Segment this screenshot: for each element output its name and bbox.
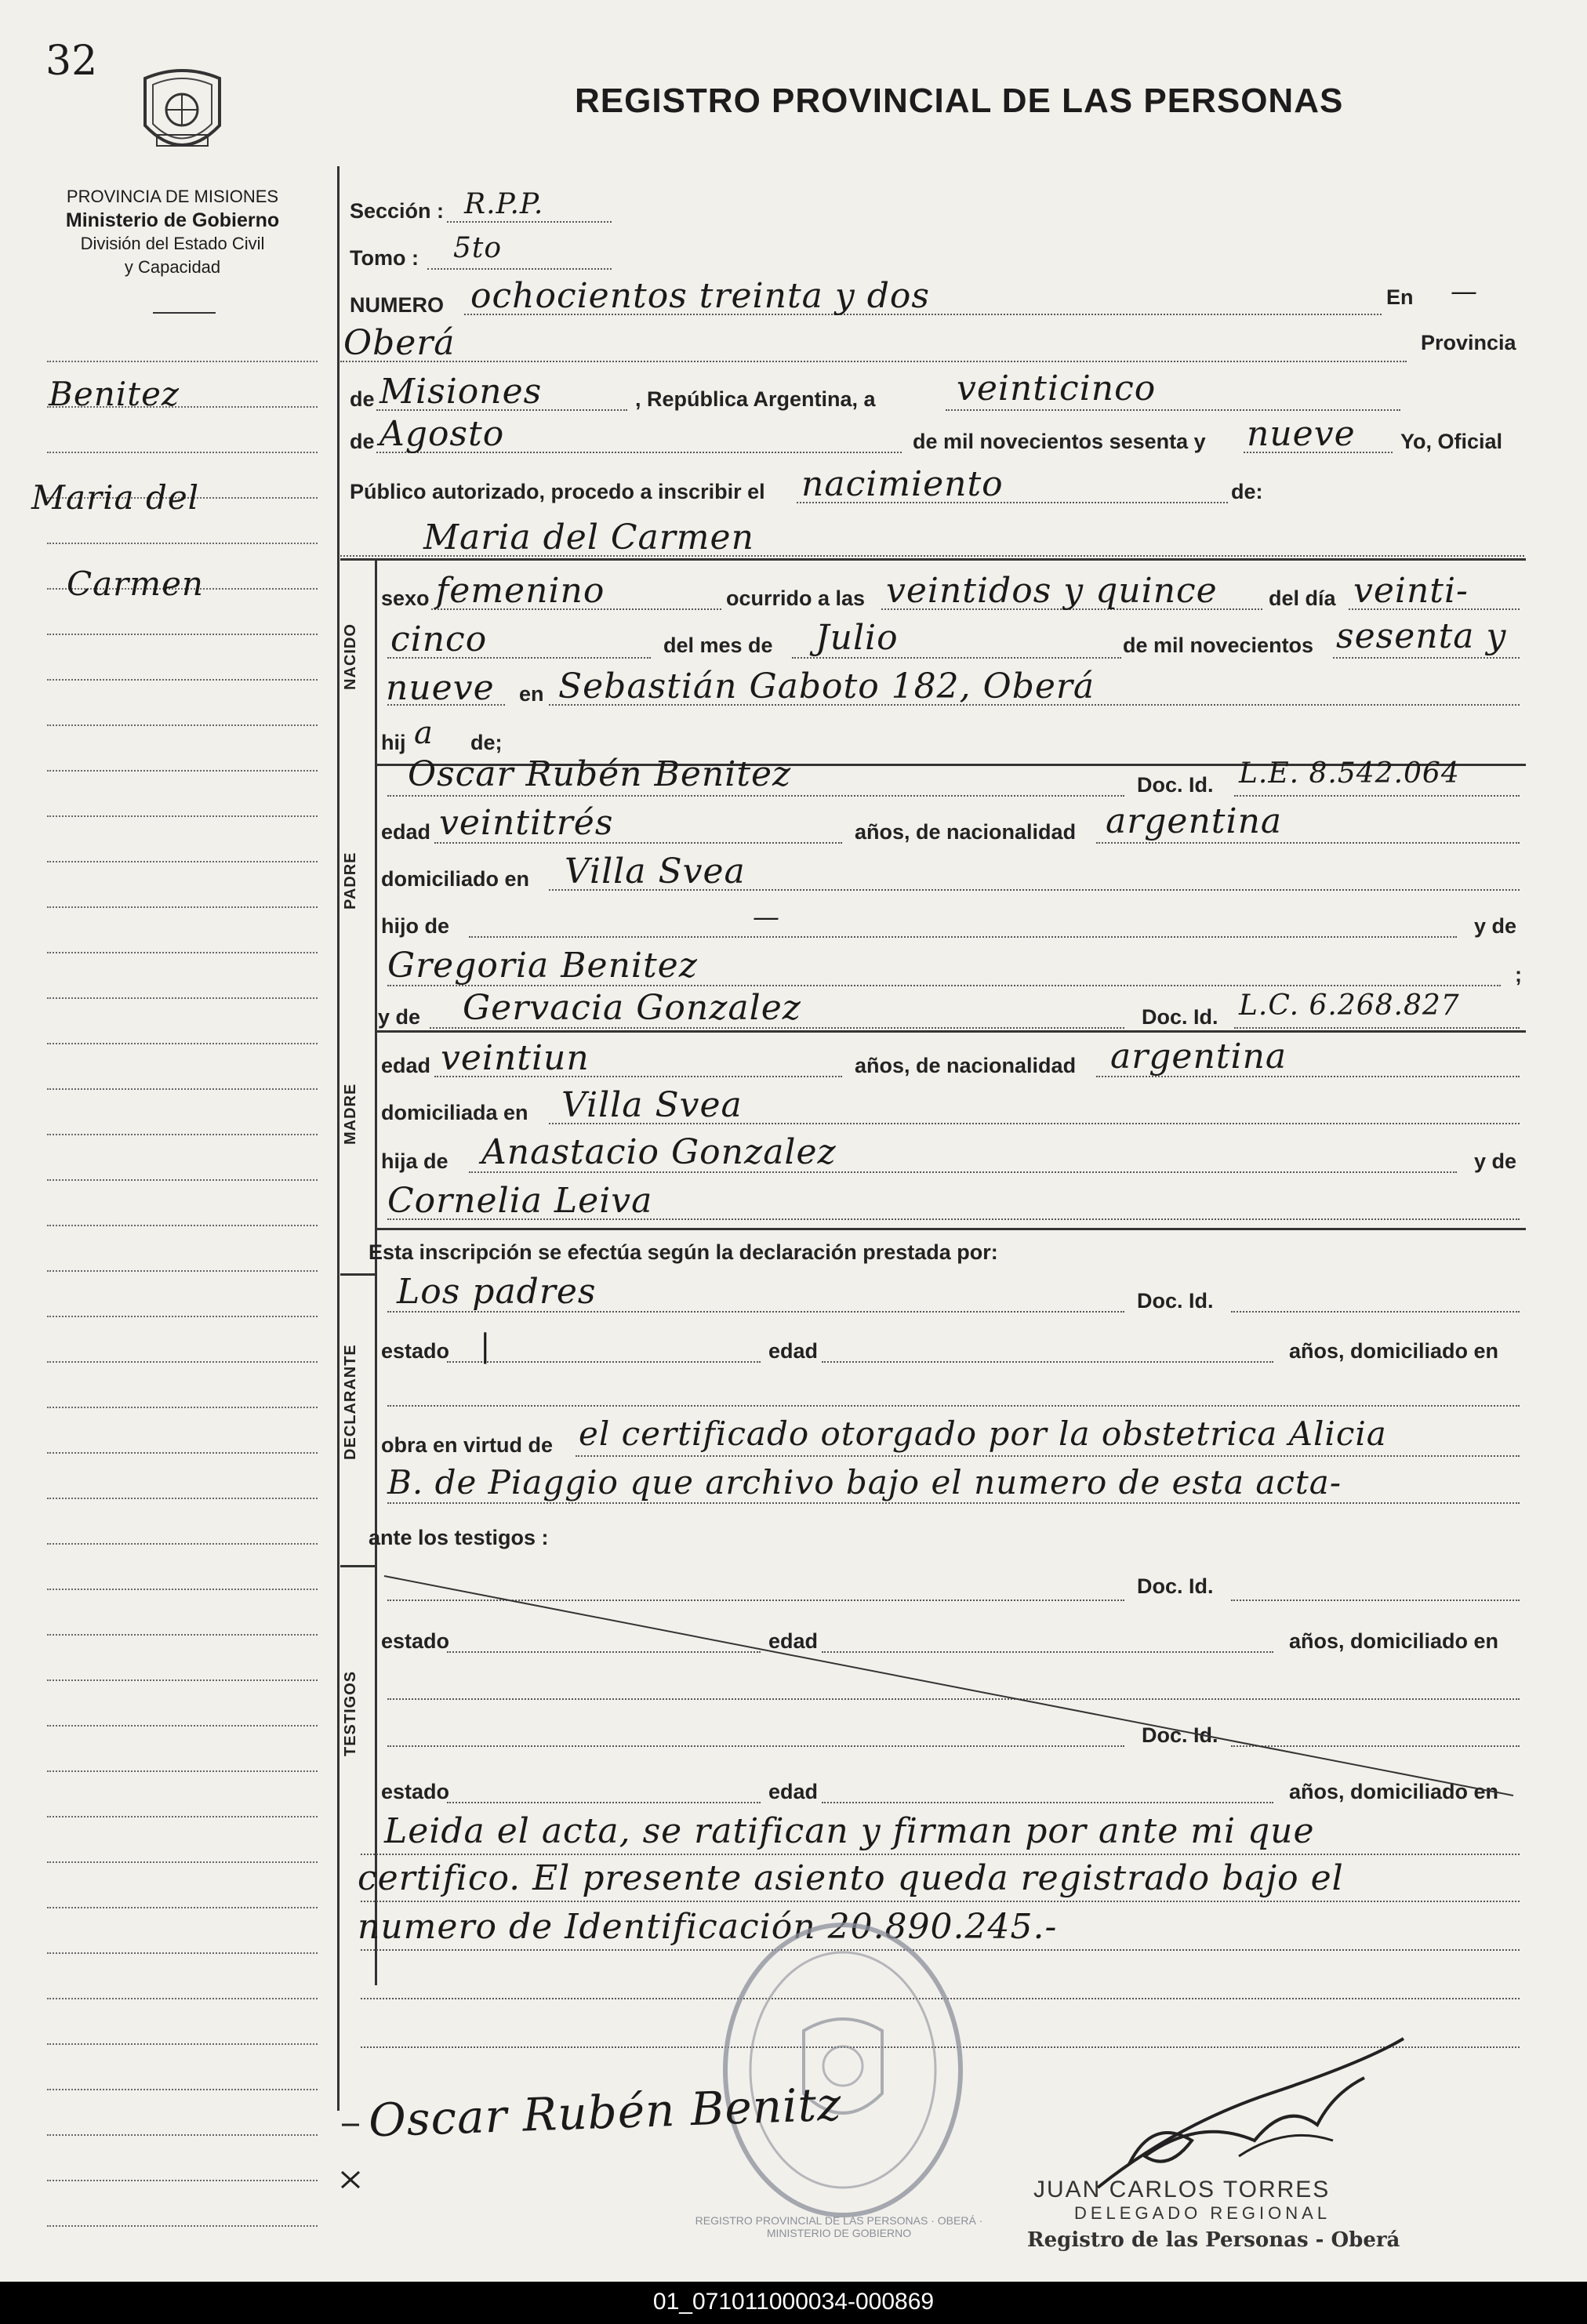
declarante-domicilio-label: años, domiciliado en	[1289, 1339, 1499, 1363]
testigo1-doc-label: Doc. Id.	[1137, 1574, 1214, 1598]
margin-surname: Benitez	[49, 375, 180, 413]
nacido-nombre-value: Maria del Carmen	[423, 517, 754, 557]
margin-ruled-line	[47, 861, 318, 862]
padre-madre-value: Gregoria Benitez	[387, 946, 698, 986]
signature-cross-marks	[336, 2109, 367, 2195]
madre-padre-value: Anastacio Gonzalez	[481, 1132, 837, 1172]
notas-line-2: certifico. El presente asiento queda registrado bajo el	[358, 1858, 1344, 1898]
margin-ruled-line	[47, 1907, 318, 1908]
declarante-value: Los padres	[397, 1272, 597, 1312]
margin-ruled-line	[47, 2043, 318, 2045]
issuer-ministry: Ministerio de Gobierno	[65, 209, 280, 231]
margin-ruled-line	[47, 1134, 318, 1135]
madre-doc-value: L.C. 6.268.827	[1239, 990, 1460, 1022]
madre-madre-value: Cornelia Leiva	[387, 1181, 653, 1221]
page-number: 32	[45, 38, 98, 85]
padre-domicilio-label: domiciliado en	[381, 867, 530, 891]
yo-oficial-label: Yo, Oficial	[1400, 430, 1503, 453]
padre-padre-value: —	[753, 902, 780, 933]
obra-virtud-label: obra en virtud de	[381, 1433, 554, 1457]
padre-edad-label: edad	[381, 820, 431, 844]
testigos-strike-line	[376, 1568, 1521, 1803]
madre-edad-value: veintiun	[441, 1038, 590, 1078]
notas-line-1: Leida el acta, se ratifican y firman por ante mi que	[384, 1811, 1315, 1851]
margin-ruled-line	[47, 1225, 318, 1226]
stamp-text: REGISTRO PROVINCIAL DE LAS PERSONAS · OBERÁ · MINISTERIO DE GOBIERNO	[695, 2214, 983, 2239]
margin-ruled-line	[47, 2225, 318, 2227]
margin-ruled-line	[47, 815, 318, 817]
sexo-label: sexo	[381, 586, 430, 610]
en-label: En	[1386, 285, 1414, 309]
official-name: JUAN CARLOS TORRES	[1033, 2177, 1331, 2202]
ocurrido-label: ocurrido a las	[726, 586, 866, 610]
sexo-value: femenino	[436, 571, 605, 611]
declarante-section-label: DECLARANTE	[342, 1344, 359, 1460]
lugar-value: Sebastián Gaboto 182, Oberá	[558, 666, 1095, 706]
document-title: REGISTRO PROVINCIAL DE LAS PERSONAS	[575, 82, 1344, 120]
hora-value: veintidos y quince	[886, 571, 1218, 611]
declarante-edad-label: edad	[768, 1339, 819, 1363]
margin-ruled-line	[47, 1270, 318, 1272]
madre-edad-label: edad	[381, 1054, 431, 1077]
margin-ruled-line	[47, 452, 318, 453]
margin-ruled-line	[47, 952, 318, 953]
seccion-label: Sección :	[350, 199, 445, 223]
margin-ruled-line	[47, 634, 318, 635]
margin-given-1: Maria del	[31, 478, 200, 517]
testigo2-edad-label: edad	[768, 1780, 819, 1803]
margin-ruled-line	[47, 1816, 318, 1817]
madre-domicilio-label: domiciliada en	[381, 1101, 528, 1124]
padre-nombre-value: Oscar Rubén Benitez	[408, 754, 792, 794]
padre-section-label: PADRE	[342, 852, 359, 910]
madre-y-de-label: y de	[378, 1005, 421, 1029]
margin-ruled-line	[47, 2180, 318, 2181]
testigo1-domicilio-label: años, domiciliado en	[1289, 1629, 1499, 1653]
madre-domicilio-value: Villa Svea	[561, 1085, 743, 1125]
margin-ruled-line	[47, 1498, 318, 1499]
margin-ruled-line	[47, 1043, 318, 1044]
margin-ruled-line	[47, 1679, 318, 1681]
del-dia-label: del día	[1269, 586, 1336, 610]
ciudad-value: Oberá	[343, 323, 456, 363]
margin-ruled-line	[47, 1543, 318, 1545]
provincia-value: Misiones	[380, 372, 543, 412]
padre-hijo-de-label: hijo de	[381, 914, 449, 938]
margin-ruled-line	[47, 1998, 318, 1999]
testigos-section-label: TESTIGOS	[342, 1670, 359, 1756]
tomo-value: 5to	[453, 232, 503, 264]
dia-nac-value-2: cinco	[390, 619, 488, 659]
hij-suffix-value: a	[414, 715, 434, 751]
padre-doc-label: Doc. Id.	[1137, 773, 1214, 797]
margin-ruled-line	[47, 1589, 318, 1590]
publico-label: Público autorizado, procedo a inscribir el	[350, 480, 765, 503]
republica-label: , República Argentina, a	[635, 387, 876, 411]
del-mes-label: del mes de	[663, 634, 773, 657]
issuer-block	[31, 185, 314, 279]
madre-nacionalidad-label: años, de nacionalidad	[855, 1054, 1077, 1077]
margin-ruled-line	[47, 1861, 318, 1863]
de-label-2: de	[350, 430, 375, 453]
province-seal	[137, 63, 227, 165]
mes-nac-value: Julio	[815, 618, 899, 658]
declarante-doc-label: Doc. Id.	[1137, 1289, 1214, 1313]
margin-ruled-line	[47, 1725, 318, 1727]
testigo1-edad-label: edad	[768, 1629, 819, 1653]
madre-nombre-value: Gervacia Gonzalez	[463, 988, 801, 1028]
padre-domicilio-value: Villa Svea	[565, 852, 746, 891]
testigo2-estado-label: estado	[381, 1780, 450, 1803]
madre-section-label: MADRE	[342, 1083, 359, 1145]
declarante-estado-label: estado	[381, 1339, 450, 1363]
margin-ruled-line	[47, 1634, 318, 1636]
margin-ruled-line	[47, 543, 318, 544]
en-value: —	[1451, 276, 1478, 307]
anio-nac-value: sesenta y	[1336, 616, 1507, 656]
nacido-section-label: NACIDO	[342, 623, 359, 690]
margin-ruled-line	[47, 906, 318, 908]
padre-nacionalidad-label: años, de nacionalidad	[855, 820, 1077, 844]
mil-novecientos-label: de mil novecientos sesenta y	[913, 430, 1206, 453]
de-mil-nov-label: de mil novecientos	[1123, 634, 1314, 657]
hij-label: hij	[381, 731, 406, 754]
provincia-label: Provincia	[1421, 331, 1516, 354]
anio-nac-value-2: nueve	[386, 668, 495, 708]
margin-ruled-line	[47, 770, 318, 772]
issuer-capacidad: y Capacidad	[124, 257, 221, 277]
margin-ruled-line	[47, 1407, 318, 1408]
notas-line-3: numero de Identificación 20.890.245.-	[358, 1907, 1058, 1947]
madre-nacionalidad-value: argentina	[1110, 1037, 1287, 1077]
official-office: Registro de las Personas - Oberá	[1027, 2228, 1400, 2252]
margin-ruled-line	[47, 1770, 318, 1772]
issuer-province: PROVINCIA DE MISIONES	[66, 187, 279, 206]
madre-hija-de-label: hija de	[381, 1149, 448, 1173]
en-label-2: en	[519, 682, 544, 706]
fecha-anio-value: nueve	[1247, 414, 1356, 454]
ante-testigos-label: ante los testigos :	[369, 1526, 549, 1549]
issuer-division: División del Estado Civil	[80, 234, 265, 253]
padre-nacionalidad-value: argentina	[1106, 801, 1283, 841]
official-role: DELEGADO REGIONAL	[1074, 2203, 1331, 2223]
de-label-1: de	[350, 387, 375, 411]
madre-doc-label: Doc. Id.	[1142, 1005, 1218, 1029]
fecha-dia-value: veinticinco	[957, 369, 1157, 409]
de-semicolon-label: de;	[470, 731, 503, 754]
declarant-signature: Oscar Rubén Benitz	[367, 2077, 843, 2148]
margin-ruled-line	[47, 1952, 318, 1954]
margin-ruled-line	[47, 1452, 318, 1454]
margin-ruled-line	[47, 1088, 318, 1090]
seccion-value: R.P.P.	[464, 188, 544, 220]
testigo2-domicilio-label: años, domiciliado en	[1289, 1780, 1499, 1803]
testigo2-doc-label: Doc. Id.	[1142, 1723, 1218, 1747]
testigo1-estado-label: estado	[381, 1629, 450, 1653]
official-stamp	[710, 1913, 976, 2227]
margin-ruled-line	[47, 1361, 318, 1363]
fecha-mes-value: Agosto	[380, 414, 505, 454]
numero-value: ochocientos treinta y dos	[470, 276, 930, 316]
obra-line-2: B. de Piaggio que archivo bajo el numero de esta acta-	[387, 1463, 1342, 1502]
dia-nac-value: veinti-	[1353, 571, 1469, 611]
padre-doc-value: L.E. 8.542.064	[1239, 757, 1460, 790]
numero-label: NUMERO	[350, 293, 444, 317]
madre-y-de-label-2: y de	[1474, 1149, 1517, 1173]
margin-ruled-line	[47, 361, 318, 362]
de-colon-label: de:	[1231, 480, 1263, 503]
footer-file-id: 01_071011000034-000869	[652, 2289, 935, 2315]
margin-ruled-line	[47, 2089, 318, 2090]
acto-value: nacimiento	[801, 464, 1004, 504]
margin-given-2: Carmen	[67, 565, 204, 603]
padre-edad-value: veintitrés	[439, 803, 614, 843]
padre-y-de-label: y de	[1474, 914, 1517, 938]
obra-line-1: el certificado otorgado por la obstetrica Alicia	[579, 1414, 1387, 1453]
padre-semicolon: ;	[1515, 963, 1522, 986]
inscripcion-label: Esta inscripción se efectúa según la declaración prestada por:	[369, 1240, 998, 1264]
margin-ruled-line	[47, 997, 318, 999]
tomo-label: Tomo :	[350, 246, 419, 270]
margin-ruled-line	[47, 724, 318, 726]
margin-ruled-line	[47, 2134, 318, 2136]
margin-ruled-line	[47, 679, 318, 681]
margin-ruled-line	[47, 1179, 318, 1181]
margin-ruled-line	[47, 1316, 318, 1317]
declarante-estado-value: |	[480, 1328, 492, 1364]
